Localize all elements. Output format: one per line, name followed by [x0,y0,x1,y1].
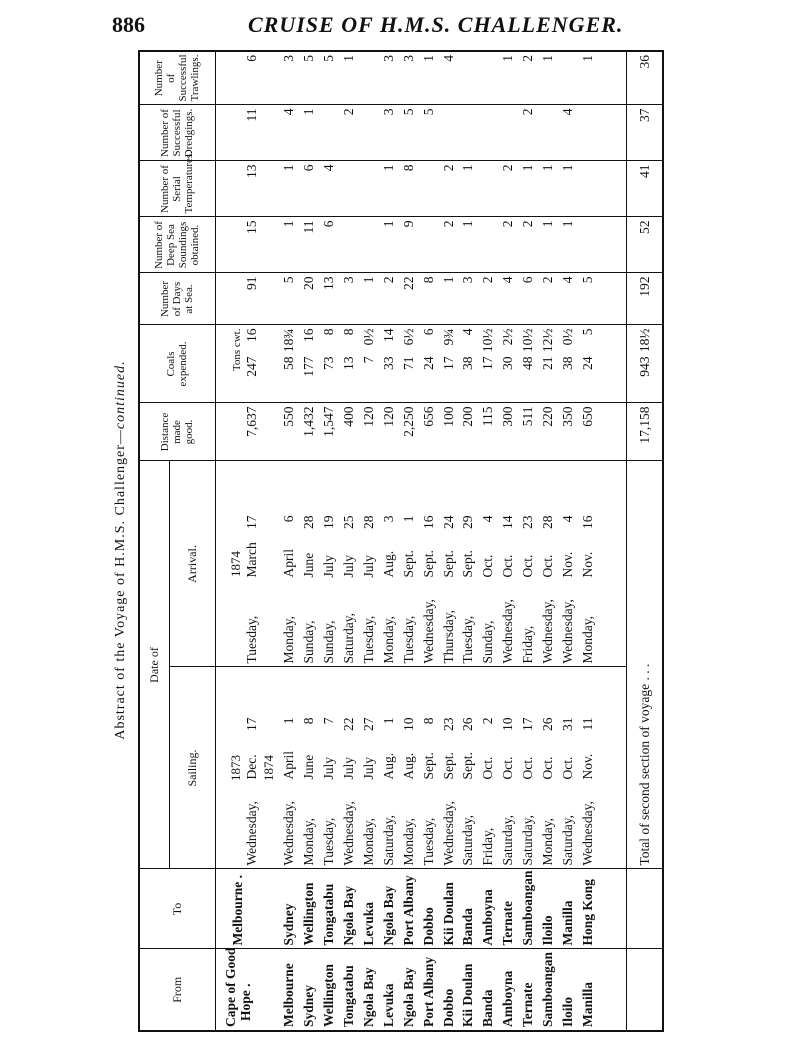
cell-sailing: Wednesday,April1 [279,667,299,869]
cell-soundings [339,217,359,273]
cell-to: Samboangan [518,869,538,949]
cell-dredgings: 4 [279,105,299,161]
cell-sailing: Tuesday,Sept.8 [418,667,438,869]
cell-sailing: Tuesday,July7 [319,667,339,869]
cell-dredgings [358,105,378,161]
total-days: 192 [626,273,663,325]
cell-dredgings [498,105,518,161]
table-row [518,51,538,1031]
cell-coals: 245 [577,325,597,403]
cell-distance: 1,547 [319,403,339,461]
cell-coals: 738 [319,325,339,403]
cell-days: 4 [558,273,578,325]
header-from: From [139,949,215,1031]
cell-dredgings [438,105,458,161]
year-row [260,51,279,1031]
cell-temperatures: 2 [498,161,518,217]
cell-coals: 4810½ [518,325,538,403]
cell-temperatures: 1 [279,161,299,217]
cell-temperatures: 1 [518,161,538,217]
table-row [458,51,478,1031]
cell-temperatures [478,161,498,217]
cell-trawlings: 3 [400,55,416,62]
cell-temperatures: 13 [215,161,260,217]
cell-arrival: Tuesday,Sept.29 [458,461,478,667]
cell-sailing: Wednesday,Sept.23 [438,667,458,869]
header-sailing: Sailing. [169,667,215,869]
cell-trawlings [458,51,478,105]
cell-arrival: Wednesday,Oct.14 [498,461,518,667]
cell-dredgings: 2 [518,105,538,161]
table-row [279,51,299,1031]
cell-sailing: Monday,Oct.26 [538,667,558,869]
cell-coals: 179¾ [438,325,458,403]
cell-distance: 300 [498,403,518,461]
cell-to: Amboyna [478,869,498,949]
cell-arrival: Saturday,July25 [339,461,359,667]
cell-from: Ngola Bay [398,949,418,1031]
cell-to: Wellington [299,869,319,949]
cell-trawlings: 1 [420,55,436,62]
cell-distance: 7,637 [215,403,260,461]
cell-from: Samboangan [538,949,558,1031]
table-row [438,51,458,1031]
running-title: CRUISE OF H.M.S. CHALLENGER. [248,12,624,37]
total-distance: 17,158 [626,403,663,461]
header-soundings: Number of Deep Sea Soundings obtained. [139,217,215,273]
cell-temperatures: 1 [378,161,398,217]
cell-days: 4 [498,273,518,325]
cell-temperatures: 4 [319,161,339,217]
cell-coals: 2112½ [538,325,558,403]
cell-to: Sydney [279,869,299,949]
table-row [398,51,418,1031]
cell-distance: 1,432 [299,403,319,461]
cell-temperatures [358,161,378,217]
cell-soundings: 2 [438,217,458,273]
cell-distance: 656 [418,403,438,461]
cell-days: 5 [577,273,597,325]
header-to: To [139,869,215,949]
caption-dash: — [113,429,128,445]
header-date-of: Date of [139,461,169,869]
cell-days: 22 [398,273,418,325]
cell-distance: 115 [478,403,498,461]
cell-from: Sydney [299,949,319,1031]
cell-days: 13 [319,273,339,325]
cell-days: 3 [339,273,359,325]
page-number: 886 [112,12,145,37]
table-row [299,51,319,1031]
cell-dredgings: 5 [418,105,438,161]
cell-trawlings [478,51,498,105]
cell-from: Ngola Bay [358,949,378,1031]
cell-sailing: Monday,June8 [299,667,319,869]
cell-dredgings: 3 [378,105,398,161]
header-coals: Coals expended. [139,325,215,403]
cell-days: 6 [518,273,538,325]
cell-from: Banda [478,949,498,1031]
cell-temperatures: 6 [299,161,319,217]
cell-to: Dobbo [418,869,438,949]
cell-soundings: 1 [279,217,299,273]
table-row [538,51,558,1031]
cell-arrival: Sunday,Oct.4 [478,461,498,667]
cell-sailing: Saturday,Oct.10 [498,667,518,869]
cell-temperatures [577,161,597,217]
cell-to: Hong Kong [577,869,597,949]
cell-to: Manilla [558,869,578,949]
table-row [378,51,398,1031]
cell-days: 2 [538,273,558,325]
cell-distance: 220 [538,403,558,461]
table-row [358,51,378,1031]
cell-sailing: Wednesday,July22 [339,667,359,869]
cell-dredgings [538,105,558,161]
cell-distance: 120 [358,403,378,461]
cell-from: Melbourne [279,949,299,1031]
cell-from: Iloilo [558,949,578,1031]
cell-trawlings: 1 [540,55,556,62]
cell-days: 91 [215,273,260,325]
total-coals: 94318½ [626,325,663,403]
total-label: Total of second section of voyage . . . [626,461,663,869]
header-dredgings: Number of Successful Dredgings. [139,105,215,161]
cell-distance: 120 [378,403,398,461]
cell-trawlings: 4 [440,55,456,62]
cell-trawlings: 1 [341,55,356,62]
cell-arrival: Wednesday,Nov.4 [558,461,578,667]
cell-arrival: Wednesday,Sept.16 [418,461,438,667]
cell-soundings [478,217,498,273]
sailing-year: 1873 [228,755,244,781]
cell-temperatures: 2 [438,161,458,217]
cell-coals: 70½ [358,325,378,403]
cell-trawlings [558,51,578,105]
year-1874-label: 1874 [260,667,279,869]
cell-distance: 2,250 [398,403,418,461]
cell-distance: 511 [518,403,538,461]
cell-soundings [418,217,438,273]
cell-from: Amboyna [498,949,518,1031]
total-dredgings: 37 [626,105,663,161]
cell-sailing: Friday,Oct.2 [478,667,498,869]
cell-to: Ngola Bay [339,869,359,949]
cell-from: Tongatabu [339,949,359,1031]
cell-sailing: Saturday,Sept.26 [458,667,478,869]
table-row [558,51,578,1031]
cell-days: 20 [299,273,319,325]
cell-to: Banda [458,869,478,949]
header-temperatures: Number of Serial Temperatures. [139,161,215,217]
cell-soundings: 6 [319,217,339,273]
cell-temperatures [418,161,438,217]
cell-dredgings [458,105,478,161]
cell-dredgings [577,105,597,161]
cell-coals: 246 [418,325,438,403]
cell-arrival: Tuesday,July28 [358,461,378,667]
cell-sailing: 1873 Wednesday,Dec.17 [215,667,260,869]
cell-trawlings: 1 [579,55,595,62]
cell-arrival: Friday,Oct.23 [518,461,538,667]
voyage-abstract-table [138,50,664,1032]
cell-distance: 350 [558,403,578,461]
cell-soundings: 1 [378,217,398,273]
cell-soundings: 2 [498,217,518,273]
cell-soundings: 1 [458,217,478,273]
cell-from: Wellington [319,949,339,1031]
cell-arrival: Thursday,Sept.24 [438,461,458,667]
cell-trawlings: 5 [321,55,337,62]
cell-temperatures: 1 [458,161,478,217]
cell-to: Melbourne . [215,869,260,949]
cell-coals: 716½ [398,325,418,403]
total-soundings: 52 [626,217,663,273]
cell-dredgings: 5 [398,105,418,161]
cell-dredgings: 4 [558,105,578,161]
cell-arrival: Monday,Nov.16 [577,461,597,667]
cell-coals: 302½ [498,325,518,403]
total-trawlings: 36 [626,51,663,105]
cell-from: Port Albany [418,949,438,1031]
cell-to: Levuka [358,869,378,949]
cell-arrival: Sunday,July19 [319,461,339,667]
cell-temperatures [339,161,359,217]
cell-to: Ternate [498,869,518,949]
table-row [319,51,339,1031]
cell-coals: 138 [339,325,359,403]
cell-arrival: Monday,April6 [279,461,299,667]
cell-dredgings [319,105,339,161]
header-distance: Distance made good. [139,403,215,461]
cell-arrival: Tuesday,Sept.1 [398,461,418,667]
cell-trawlings [358,51,378,105]
cell-coals: Tons cwt. 24716 [215,325,260,403]
cell-distance: 200 [458,403,478,461]
table-row [339,51,359,1031]
header-arrival: Arrival. [169,461,215,667]
cell-days: 2 [378,273,398,325]
cell-coals: 17716 [299,325,319,403]
cell-arrival: Sunday,June28 [299,461,319,667]
cell-distance: 400 [339,403,359,461]
cell-sailing: Saturday,Oct.31 [558,667,578,869]
cell-to: Kii Doulan [438,869,458,949]
cell-dredgings: 2 [339,105,359,161]
cell-soundings: 9 [398,217,418,273]
cell-coals: 384 [458,325,478,403]
cell-to: Ngola Bay [378,869,398,949]
cell-distance: 100 [438,403,458,461]
cell-trawlings: 3 [380,55,396,62]
cell-sailing: Saturday,Oct.17 [518,667,538,869]
table-row [215,51,260,1031]
cell-days: 2 [478,273,498,325]
cell-arrival: Wednesday,Oct.28 [538,461,558,667]
cell-days: 1 [438,273,458,325]
cell-soundings [358,217,378,273]
cell-soundings: 1 [538,217,558,273]
header-days-at-sea: Number of Days at Sea. [139,273,215,325]
cell-soundings [577,217,597,273]
total-temperatures: 41 [626,161,663,217]
cell-to: Tongatabu [319,869,339,949]
table-row [478,51,498,1031]
caption-title: Abstract of the Voyage of H.M.S. Challenger [113,444,128,740]
cell-arrival: Monday,Aug.3 [378,461,398,667]
table-row [577,51,597,1031]
cell-dredgings [478,105,498,161]
cell-coals: 5818¾ [279,325,299,403]
cell-from: Levuka [378,949,398,1031]
table-caption [107,60,135,1040]
cell-arrival: 1874 Tuesday,March17 [215,461,260,667]
cell-sailing: Monday,Aug.10 [398,667,418,869]
cell-trawlings: 2 [520,55,536,62]
cell-temperatures: 8 [398,161,418,217]
cell-trawlings: 5 [301,55,317,62]
cell-soundings: 11 [299,217,319,273]
cell-days: 3 [458,273,478,325]
cell-from: Kii Doulan [458,949,478,1031]
cell-trawlings: 6 [244,55,260,62]
cell-days: 1 [358,273,378,325]
cell-from: Dobbo [438,949,458,1031]
cell-coals: 380½ [558,325,578,403]
cell-sailing: Monday,July27 [358,667,378,869]
table-row [418,51,438,1031]
cell-temperatures: 1 [558,161,578,217]
cell-to: Iloilo [538,869,558,949]
cell-sailing: Saturday,Aug.1 [378,667,398,869]
cell-coals: 3314 [378,325,398,403]
cell-distance: 650 [577,403,597,461]
header-trawlings: Number of Successful Trawlings. [139,51,215,105]
cell-temperatures: 1 [538,161,558,217]
cell-dredgings: 11 [215,105,260,161]
cell-soundings: 2 [518,217,538,273]
total-row [626,51,663,1031]
coals-units: Tons cwt. [231,328,244,372]
cell-trawlings: 3 [281,55,297,62]
cell-sailing: Wednesday,Nov.11 [577,667,597,869]
cell-days: 5 [279,273,299,325]
cell-from: Cape of Good Hope . [215,949,260,1031]
cell-to: Port Albany [398,869,418,949]
cell-days: 8 [418,273,438,325]
cell-distance: 550 [279,403,299,461]
cell-soundings: 15 [215,217,260,273]
cell-dredgings: 1 [299,105,319,161]
caption-continued: continued. [113,360,128,430]
voyage-table-frame [138,52,664,1032]
arrival-year: 1874 [228,551,244,577]
cell-from: Ternate [518,949,538,1031]
cell-soundings: 1 [558,217,578,273]
cell-from: Manilla [577,949,597,1031]
cell-coals: 1710½ [478,325,498,403]
cell-trawlings: 1 [500,55,516,62]
table-row [498,51,518,1031]
